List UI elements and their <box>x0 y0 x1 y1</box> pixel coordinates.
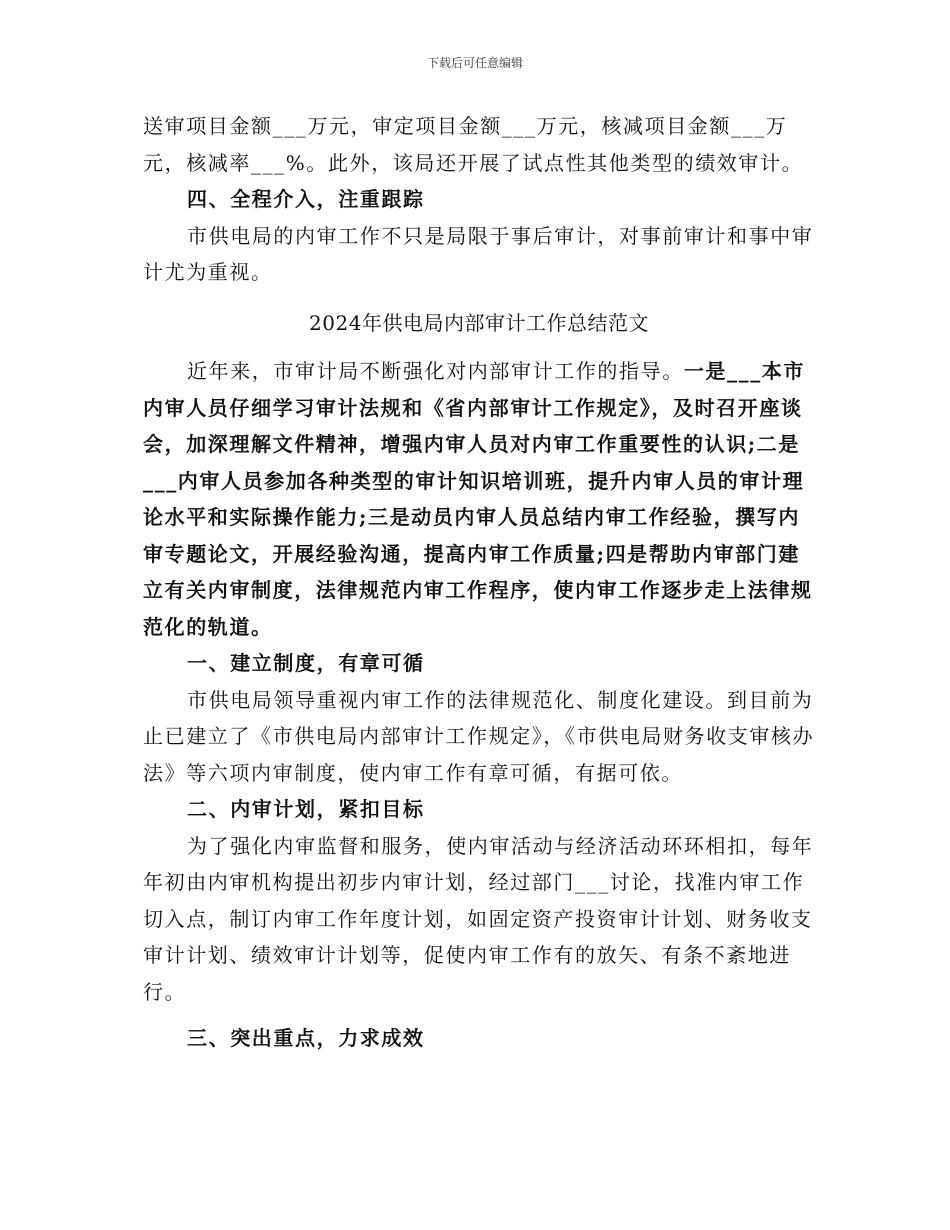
document-body <box>143 108 815 1057</box>
paragraph-system-building: 市供电局领导重视内审工作的法律规范化、制度化建设。到目前为止已建立了《市供电局内部审计工作规定》，《市供电局财务收支审核办法》等六项内审制度，使内审工作有章可循，有据可依。 <box>143 687 815 785</box>
section-heading-3: 三、突出重点，力求成效 <box>187 1026 425 1050</box>
intro-normal-text: 近年来，市审计局不断强化对内部审计工作的指导。 <box>187 359 684 383</box>
section-heading-2: 二、内审计划，紧扣目标 <box>187 797 425 821</box>
section-heading-4: 四、全程介入，注重跟踪 <box>187 187 425 211</box>
paragraph-audit-plan: 为了强化内审监督和服务，使内审活动与经济活动环环相扣，每年年初由内审机构提出初步内审计划，经过部门___讨论，找准内审工作切入点，制订内审工作年度计划，如固定资产投资审计计划、财务收支审计计划、绩效审计计划等，促使内审工作有的放矢、有条不紊地进行。 <box>143 833 814 1004</box>
section-heading-1: 一、建立制度，有章可循 <box>187 651 425 675</box>
document-title: 2024年供电局内部审计工作总结范文 <box>309 310 649 335</box>
paragraph-full-process: 市供电局的内审工作不只是局限于事后审计，对事前审计和事中审计尤为重视。 <box>143 223 814 284</box>
paragraph-intro <box>143 353 815 645</box>
page-watermark: 下载后可任意编辑 <box>426 56 523 70</box>
intro-bold-text: 一是___本市内审人员仔细学习审计法规和《省内部审计工作规定》，及时召开座谈会，加深理解文件精神，增强内审人员对内审工作重要性的认识;二是___内审人员参加各种类型的审计知识培训班，提升内审人员的审计理论水平和实际操作能力;三是动员内审人员总结内审工作经验，撰写内审专题论文，开展经验沟通，提高内审工作质量;四是帮助内审部门建立有关内审制度，法律规范内审工作程序，使内审工作逐步走上法律规范化的轨道。 <box>143 359 813 639</box>
paragraph-audit-amounts: 送审项目金额___万元，审定项目金额___万元，核减项目金额___万元，核减率___%。此外，该局还开展了试点性其他类型的绩效审计。 <box>143 114 804 175</box>
